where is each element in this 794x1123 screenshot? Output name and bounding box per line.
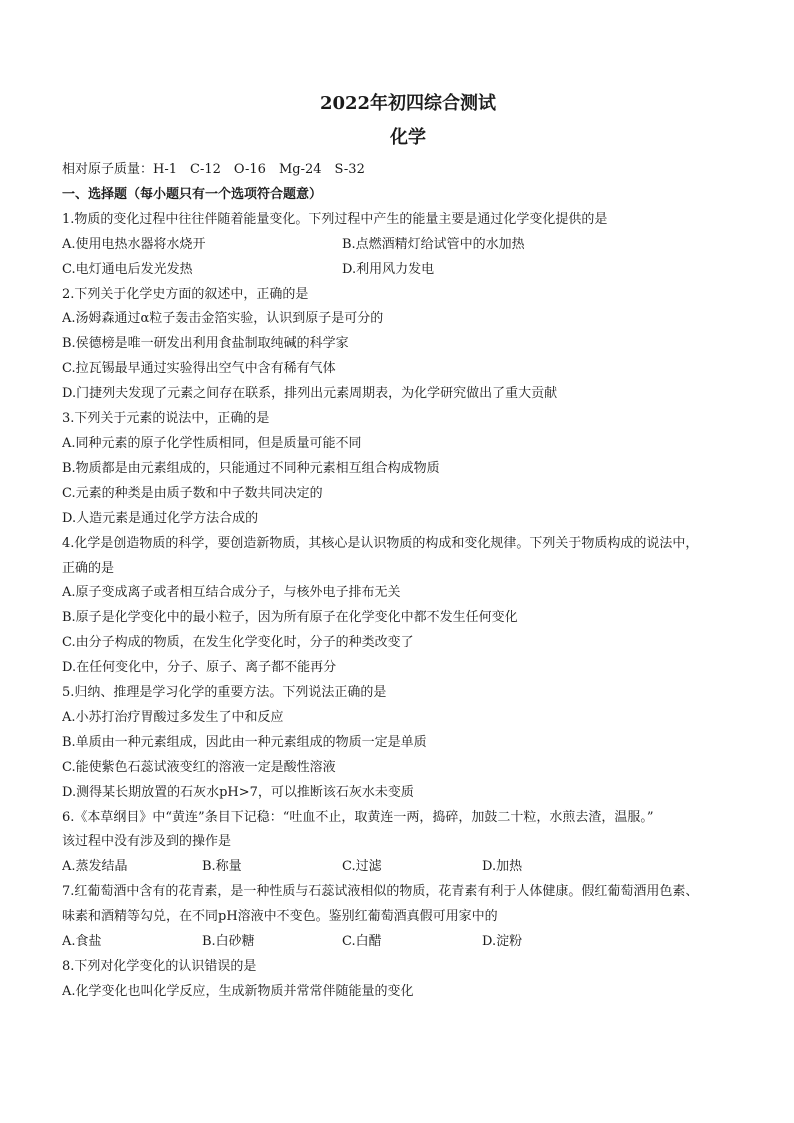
option-c: C.白醋 [342,934,382,950]
option-b: B.原子是化学变化中的最小粒子，因为所有原子在化学变化中都不发生任何变化 [62,610,518,626]
option-a: A.化学变化也叫化学反应，生成新物质并常常伴随能量的变化 [62,983,414,999]
option-d: D.门捷列夫发现了元素之间存在联系，排列出元素周期表，为化学研究做出了重大贡献 [62,386,558,402]
option-c: C.能使紫色石蕊试液变红的溶液一定是酸性溶液 [62,759,336,775]
option-d: D.加热 [482,859,523,875]
option-b: B.单质由一种元素组成，因此由一种元素组成的物质一定是单质 [62,734,427,750]
option-c: C.由分子构成的物质，在发生化学变化时，分子的种类改变了 [62,635,414,651]
question-2 [62,283,754,408]
question-stem: 4.化学是创造物质的科学，要创造新物质，其核心是认识物质的构成和变化规律。下列关于物质构成的说法中， [62,535,699,551]
exam-title: 2022年初四综合测试 [319,93,497,114]
question-stem: 7.红葡萄酒中含有的花青素，是一种性质与石蕊试液相似的物质，花青素有利于人体健康。假红葡萄酒用色素、 [62,884,699,900]
subject-title: 化学 [390,127,426,148]
question-stem: 6.《本草纲目》中“黄连”条目下记稳：“吐血不止，取黄连一两，捣碎，加鼓二十粒，水煎去渣，温服。” [62,809,654,825]
option-c: C.过滤 [342,859,382,875]
option-a: A.小苏打治疗胃酸过多发生了中和反应 [62,709,284,725]
option-b: B.侯德榜是唯一研发出利用食盐制取纯碱的科学家 [62,336,349,352]
option-d: D.人造元素是通过化学方法合成的 [62,510,259,526]
option-c: C.电灯通电后发光发热 [62,261,193,277]
atomic-mass-line: 相对原子质量：H-1 C-12 O-16 Mg-24 S-32 [62,162,365,177]
question-6 [62,806,754,881]
question-stem: 8.下列对化学变化的认识错误的是 [62,959,257,974]
question-stem: 5.归纳、推理是学习化学的重要方法。下列说法正确的是 [62,685,387,701]
question-3 [62,407,754,532]
option-c: C.元素的种类是由质子数和中子数共同决定的 [62,485,323,501]
question-5 [62,681,754,806]
question-8 [62,955,754,1005]
option-a: A.蒸发结晶 [62,859,128,875]
question-stem: 2.下列关于化学史方面的叙述中，正确的是 [62,286,309,302]
option-c: C.拉瓦锡最早通过实验得出空气中含有稀有气体 [62,361,336,377]
question-1 [62,208,754,283]
option-b: B.称量 [202,859,242,875]
question-4 [62,532,754,681]
option-b: B.物质都是由元素组成的，只能通过不同种元素相互组合构成物质 [62,460,440,476]
option-d: D.在任何变化中，分子、原子、离子都不能再分 [62,660,337,676]
option-a: A.汤姆森通过α粒子轰击金箔实验，认识到原子是可分的 [62,311,384,327]
question-stem: 1.物质的变化过程中往往伴随着能量变化。下列过程中产生的能量主要是通过化学变化提供的是 [62,211,608,227]
option-a: A.使用电热水器将水烧开 [62,236,206,252]
option-d: D.利用风力发电 [342,261,435,277]
question-stem-continued: 味素和酒精等勾兑，在不同pH溶液中不变色。鉴别红葡萄酒真假可用家中的 [62,909,498,925]
option-d: D.测得某长期放置的石灰水pH>7，可以推断该石灰水未变质 [62,784,414,800]
option-a: A.原子变成离子或者相互结合成分子，与核外电子排布无关 [62,585,401,601]
question-stem-continued: 正确的是 [62,560,115,576]
option-row [62,930,754,955]
question-stem: 3.下列关于元素的说法中，正确的是 [62,411,270,427]
option-row [62,258,754,283]
question-7 [62,880,754,955]
option-a: A.食盐 [62,934,102,950]
question-stem-continued: 该过程中没有涉及到的操作是 [62,834,232,850]
option-d: D.淀粉 [482,934,523,950]
option-b: B.白砂糖 [202,934,255,950]
option-a: A.同种元素的原子化学性质相同，但是质量可能不同 [62,435,362,451]
option-row [62,233,754,258]
option-row [62,855,754,880]
option-b: B.点燃酒精灯给试管中的水加热 [342,236,525,252]
section-heading: 一、选择题（每小题只有一个选项符合题意） [62,186,323,202]
